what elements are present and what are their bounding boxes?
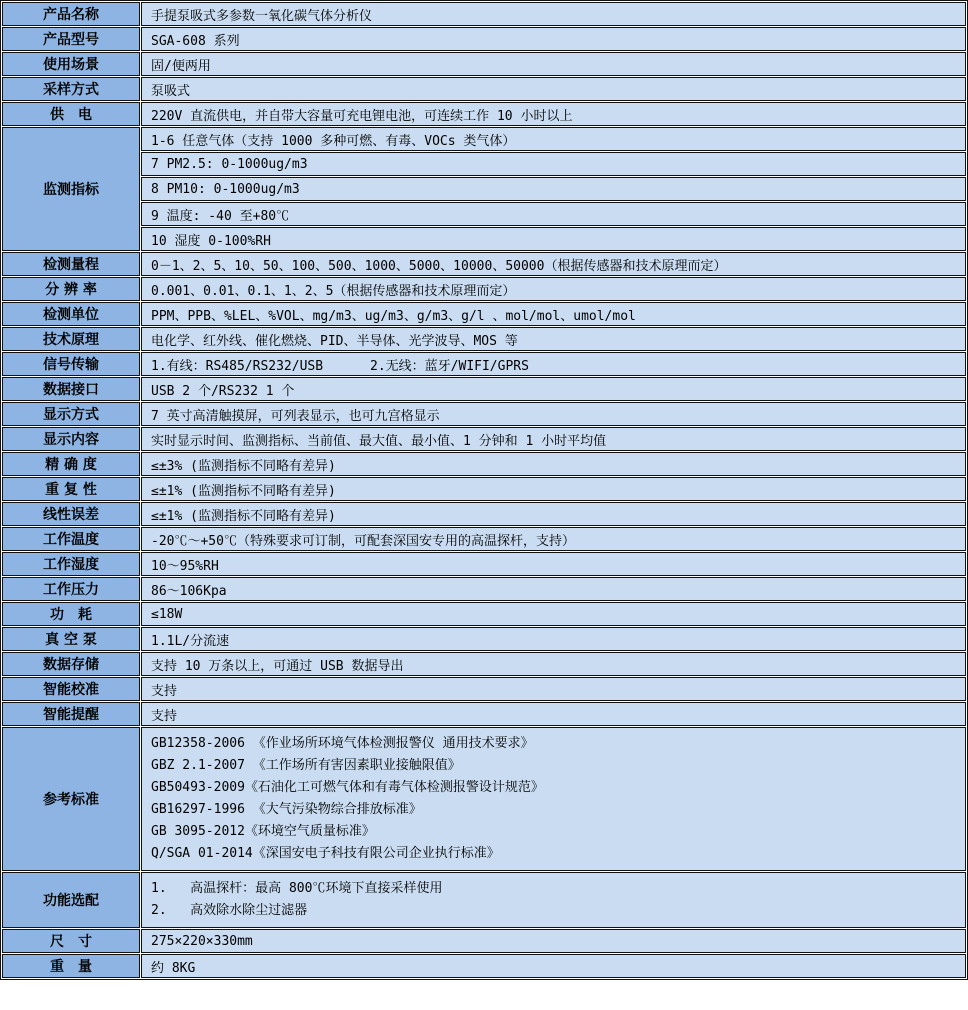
spec-row	[2, 127, 966, 151]
spec-label: 工作温度	[2, 527, 140, 551]
spec-label: 功能选配	[2, 872, 140, 928]
spec-label: 使用场景	[2, 52, 140, 76]
spec-label: 产品型号	[2, 27, 140, 51]
spec-label: 参考标准	[2, 727, 140, 871]
spec-row	[2, 477, 966, 501]
spec-value-multiline	[141, 872, 966, 928]
spec-value-line: Q/SGA 01-2014《深国安电子科技有限公司企业执行标准》	[151, 846, 500, 861]
spec-row	[2, 2, 966, 26]
spec-label: 真 空 泵	[2, 627, 140, 651]
spec-value: 220V 直流供电，并自带大容量可充电锂电池，可连续工作 10 小时以上	[141, 102, 966, 126]
spec-value: 固/便两用	[141, 52, 966, 76]
spec-label: 智能提醒	[2, 702, 140, 726]
spec-row	[2, 252, 966, 276]
spec-row	[2, 929, 966, 953]
spec-row	[2, 602, 966, 626]
spec-row	[2, 702, 966, 726]
spec-value: ≤±1% (监测指标不同略有差异)	[141, 477, 966, 501]
spec-value: 支持	[141, 702, 966, 726]
spec-value: 0.001、0.01、0.1、1、2、5（根据传感器和技术原理而定）	[141, 277, 966, 301]
spec-label: 数据接口	[2, 377, 140, 401]
spec-row	[2, 577, 966, 601]
spec-value-line: 1. 高温探杆：最高 800℃环境下直接采样使用	[151, 881, 443, 896]
spec-label: 智能校准	[2, 677, 140, 701]
spec-label: 信号传输	[2, 352, 140, 376]
spec-value: -20℃～+50℃（特殊要求可订制，可配套深国安专用的高温探杆，支持）	[141, 527, 966, 551]
spec-value: 约 8KG	[141, 954, 966, 978]
spec-value: SGA-608 系列	[141, 27, 966, 51]
spec-label: 监测指标	[2, 127, 140, 251]
spec-value: 8 PM10: 0-1000ug/m3	[141, 177, 966, 201]
spec-row	[2, 352, 966, 376]
spec-row	[2, 427, 966, 451]
spec-value: ≤18W	[141, 602, 966, 626]
spec-row	[2, 652, 966, 676]
spec-value: ≤±1% (监测指标不同略有差异)	[141, 502, 966, 526]
spec-value: 0－1、2、5、10、50、100、500、1000、5000、10000、50000（根据传感器和技术原理而定）	[141, 252, 966, 276]
spec-value: 9 温度: -40 至+80℃	[141, 202, 966, 226]
spec-value: 1.1L/分流速	[141, 627, 966, 651]
spec-value: 1.有线：RS485/RS232/USB 2.无线：蓝牙/WIFI/GPRS	[141, 352, 966, 376]
spec-value-line: GB16297-1996 《大气污染物综合排放标准》	[151, 802, 422, 817]
spec-label: 采样方式	[2, 77, 140, 101]
spec-value: 1-6 任意气体（支持 1000 多种可燃、有毒、VOCs 类气体）	[141, 127, 966, 151]
spec-row	[2, 327, 966, 351]
spec-label: 功 耗	[2, 602, 140, 626]
spec-row	[2, 552, 966, 576]
spec-row	[2, 954, 966, 978]
spec-row	[2, 52, 966, 76]
spec-value-line: GB50493-2009《石油化工可燃气体和有毒气体检测报警设计规范》	[151, 780, 544, 795]
spec-label: 分 辨 率	[2, 277, 140, 301]
spec-label: 显示内容	[2, 427, 140, 451]
spec-value: 支持 10 万条以上，可通过 USB 数据导出	[141, 652, 966, 676]
spec-value: 实时显示时间、监测指标、当前值、最大值、最小值、1 分钟和 1 小时平均值	[141, 427, 966, 451]
spec-row	[2, 102, 966, 126]
spec-value: 7 英寸高清触摸屏，可列表显示，也可九宫格显示	[141, 402, 966, 426]
spec-row	[2, 727, 966, 871]
spec-value: 275×220×330mm	[141, 929, 966, 953]
spec-row	[2, 677, 966, 701]
spec-row	[2, 77, 966, 101]
spec-row	[2, 377, 966, 401]
spec-value: 支持	[141, 677, 966, 701]
spec-label: 线性误差	[2, 502, 140, 526]
spec-row	[2, 27, 966, 51]
spec-row	[2, 872, 966, 928]
spec-value: 电化学、红外线、催化燃烧、PID、半导体、光学波导、MOS 等	[141, 327, 966, 351]
spec-row	[2, 402, 966, 426]
spec-row	[2, 627, 966, 651]
spec-row	[2, 527, 966, 551]
spec-label: 检测单位	[2, 302, 140, 326]
spec-value: PPM、PPB、%LEL、%VOL、mg/m3、ug/m3、g/m3、g/l 、mol/mol、umol/mol	[141, 302, 966, 326]
spec-label: 供 电	[2, 102, 140, 126]
spec-label: 技术原理	[2, 327, 140, 351]
spec-value: 10～95%RH	[141, 552, 966, 576]
spec-row	[2, 277, 966, 301]
spec-label: 重 量	[2, 954, 140, 978]
spec-value: USB 2 个/RS232 1 个	[141, 377, 966, 401]
spec-value-line: 2. 高效除水除尘过滤器	[151, 903, 308, 918]
spec-value-multiline	[141, 727, 966, 871]
spec-label: 工作压力	[2, 577, 140, 601]
spec-row	[2, 227, 966, 251]
spec-value: 7 PM2.5: 0-1000ug/m3	[141, 152, 966, 176]
spec-value: 手提泵吸式多参数一氧化碳气体分析仪	[141, 2, 966, 26]
spec-row	[2, 177, 966, 201]
spec-row	[2, 202, 966, 226]
spec-label: 重 复 性	[2, 477, 140, 501]
spec-value: ≤±3% (监测指标不同略有差异)	[141, 452, 966, 476]
spec-label: 尺 寸	[2, 929, 140, 953]
spec-row	[2, 152, 966, 176]
spec-label: 显示方式	[2, 402, 140, 426]
spec-row	[2, 302, 966, 326]
spec-table-body	[2, 2, 966, 978]
spec-value-line: GB12358-2006 《作业场所环境气体检测报警仪 通用技术要求》	[151, 736, 534, 751]
spec-value-line: GBZ 2.1-2007 《工作场所有害因素职业接触限值》	[151, 758, 461, 773]
spec-value: 泵吸式	[141, 77, 966, 101]
spec-label: 工作湿度	[2, 552, 140, 576]
spec-label: 检测量程	[2, 252, 140, 276]
spec-label: 数据存储	[2, 652, 140, 676]
spec-value-line: GB 3095-2012《环境空气质量标准》	[151, 824, 375, 839]
spec-label: 精 确 度	[2, 452, 140, 476]
spec-value: 86～106Kpa	[141, 577, 966, 601]
spec-value: 10 湿度 0-100%RH	[141, 227, 966, 251]
spec-row	[2, 452, 966, 476]
spec-label: 产品名称	[2, 2, 140, 26]
spec-row	[2, 502, 966, 526]
